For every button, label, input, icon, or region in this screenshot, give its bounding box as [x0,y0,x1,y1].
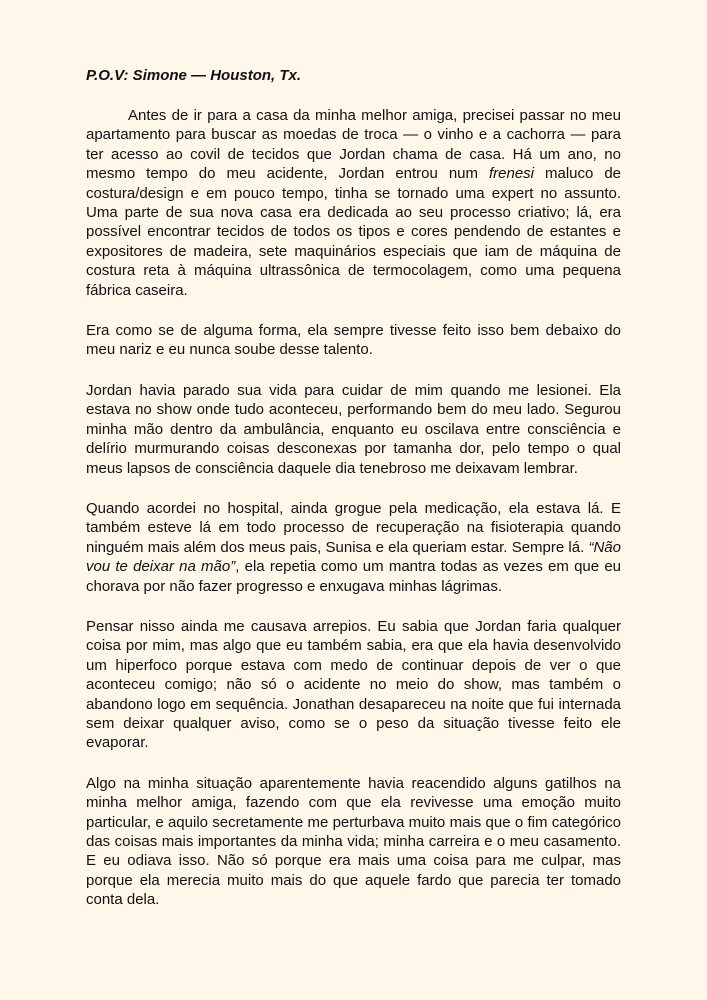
paragraph-1-emphasis: frenesi [488,165,535,183]
paragraph-4 [86,499,621,596]
paragraph-4-text-a: Quando acordei no hospital, ainda grogue pela medicação, ela estava lá. E também esteve lá em todo processo de recuperação na fisioterapia quando ninguém mais além dos meus pais, Sunisa e ela queriam estar. Sempre lá. [86,499,621,556]
paragraph-4-text-b: , ela repetia como um mantra todas as vezes em que eu chorava por não fazer progresso e enxugava minhas lágrimas. [86,558,621,595]
paragraph-1-text-b: maluco de costura/design e em pouco tempo, tinha se tornado uma expert no assunto. Uma parte de sua nova casa era dedicada ao seu processo criativo; lá, era possível encontrar tecidos de todos os tipos e cores pendendo de estantes e expositores de madeira, sete maquinários especiais que iam de máquina de costura reta à máquina ultrassônica de termocolagem, como uma pequena fábrica caseira. [86,165,622,299]
paragraph-1-text-a: Antes de ir para a casa da minha melhor amiga, precisei passar no meu apartamento para buscar as moedas de troca — o vinho e a cachorra — para ter acesso ao covil de tecidos que Jordan chama de casa. Há um ano, no mesmo tempo do meu acidente, Jordan entrou num [86,107,621,183]
paragraph-3: Jordan havia parado sua vida para cuidar de mim quando me lesionei. Ela estava no show onde tudo aconteceu, performando bem do meu lado. Segurou minha mão dentro da ambulância, enquanto eu oscilava entre consciência e delírio murmurando coisas desconexas por tamanha dor, pelo tempo o qual meus lapsos de consciência daquele dia tenebroso me deixavam lembrar. [86,381,621,477]
paragraph-2: Era como se de alguma forma, ela sempre tivesse feito isso bem debaixo do meu nariz e eu nunca soube desse talento. [86,322,621,359]
chapter-title: P.O.V: Simone — Houston, Tx. [86,67,302,84]
paragraph-4-quote: “Não vou te deixar na mão” [86,538,621,576]
paragraph-1 [86,106,621,300]
paragraph-5: Pensar nisso ainda me causava arrepios. Eu sabia que Jordan faria qualquer coisa por mim, mas algo que eu também sabia, era que ela havia desenvolvido um hiperfoco porque estava com medo de continuar depois de ver o que aconteceu comigo; não só o acidente no meio do show, mas também o abandono logo em sequência. Jonathan desapareceu na noite que fui internada sem deixar qualquer aviso, como se o peso da situação tivesse feito ele evaporar. [86,617,621,752]
paragraph-6: Algo na minha situação aparentemente havia reacendido alguns gatilhos na minha melhor amiga, fazendo com que ela revivesse uma emoção muito particular, e aquilo secretamente me perturbava muito mais que o fim categórico das coisas mais importantes da minha vida; minha carreira e o meu casamento. E eu odiava isso. Não só porque era mais uma coisa para me culpar, mas porque ela merecia muito mais do que aquele fardo que parecia ter tomado conta dela. [86,774,621,909]
